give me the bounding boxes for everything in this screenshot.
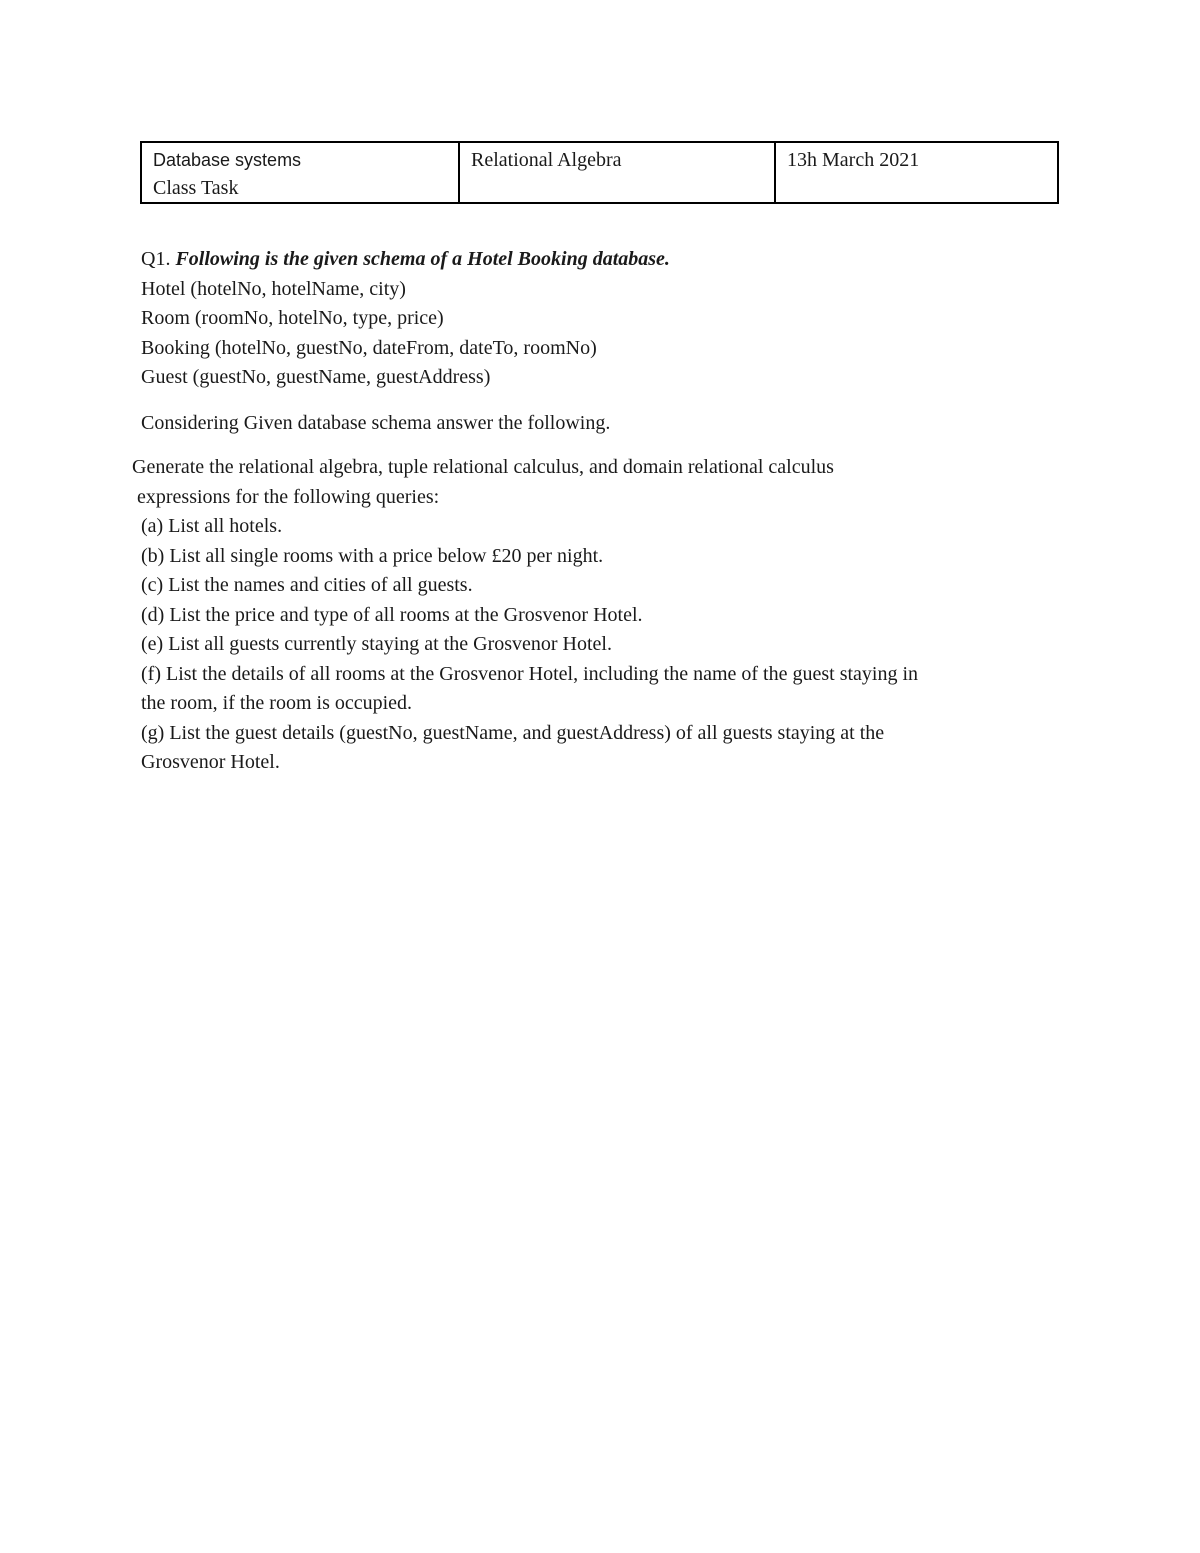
question-content	[132, 245, 1071, 778]
query-list	[141, 512, 1071, 778]
header-cell-topic	[459, 142, 775, 203]
query-g-cont: Grosvenor Hotel.	[141, 751, 280, 773]
schema-room: Room (roomNo, hotelNo, type, price)	[141, 307, 444, 329]
header-row	[141, 142, 1058, 203]
date: 13h March 2021	[787, 149, 920, 171]
schema-block	[141, 275, 1071, 393]
query-f-cont: the room, if the room is occupied.	[141, 692, 413, 714]
query-b: (b) List all single rooms with a price below £20 per night.	[141, 544, 604, 567]
query-a: (a) List all hotels.	[141, 515, 283, 537]
query-f: (f) List the details of all rooms at the Grosvenor Hotel, including the name of the guest staying in	[141, 662, 919, 685]
generate-line-1: Generate the relational algebra, tuple relational calculus, and domain relational calculus	[132, 456, 834, 478]
topic: Relational Algebra	[471, 149, 622, 171]
instruction: Considering Given database schema answer the following.	[141, 411, 611, 434]
question-number: Q1.	[141, 248, 176, 270]
generate-line-2: expressions for the following queries:	[132, 485, 440, 508]
header-table	[140, 141, 1059, 204]
schema-booking: Booking (hotelNo, guestNo, dateFrom, dateTo, roomNo)	[141, 336, 597, 359]
question-heading	[141, 245, 1071, 275]
question-title: Following is the given schema of a Hotel Booking database.	[175, 248, 670, 270]
header-cell-course	[141, 142, 459, 203]
task-type: Class Task	[153, 177, 239, 199]
query-g: (g) List the guest details (guestNo, guestName, and guestAddress) of all guests staying at the	[141, 721, 885, 744]
schema-guest: Guest (guestNo, guestName, guestAddress)	[141, 366, 491, 388]
query-c: (c) List the names and cities of all guests.	[141, 574, 473, 596]
generate-paragraph	[132, 453, 1071, 512]
schema-hotel: Hotel (hotelNo, hotelName, city)	[141, 277, 406, 300]
header-cell-date	[775, 142, 1058, 203]
course-name: Database systems	[153, 150, 302, 170]
query-e: (e) List all guests currently staying at the Grosvenor Hotel.	[141, 633, 612, 655]
query-d: (d) List the price and type of all rooms at the Grosvenor Hotel.	[141, 603, 643, 626]
